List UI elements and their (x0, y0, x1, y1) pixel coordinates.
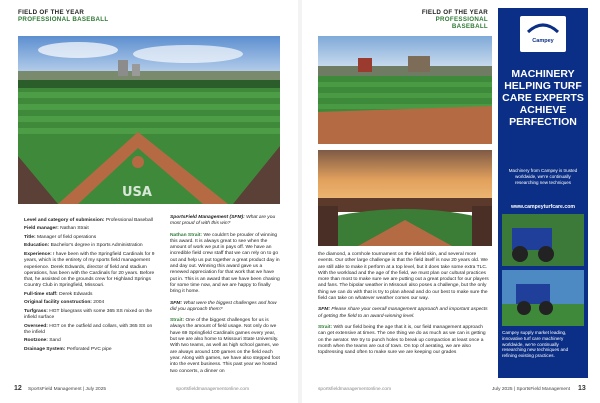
info-label: Title: (24, 234, 36, 240)
info-label: Turfgrass: (24, 308, 48, 314)
info-label: Education: (24, 243, 50, 249)
left-page (0, 0, 298, 403)
page-number: 12 (14, 385, 22, 392)
info-label: Drainage System: (24, 346, 66, 352)
body-paragraph (318, 252, 492, 302)
info-label: Overseed: (24, 323, 48, 329)
ad-machinery-photos (502, 214, 584, 326)
speaker-label: Strait: (318, 324, 333, 330)
paragraph-text: the diamond, a cornhole tournament on the infield skin, and several more events. Our other large challenge is that the field itself is now 20 years old. We are still able to make it perform at a top level, but it does take some extra TLC. With the workload and the age of the field, we must plan our cultural practices more than most to make sure we are putting out a great product for our players and fans. The bipolar weather in Missouri also poses a challenge, but the only thing we can do with that is try to plan ahead and do our best to make sure the field can take on whatever weather comes our way. (318, 252, 489, 302)
info-value: Bachelor's degree in Sports Administration (50, 243, 143, 249)
ad-subtext: Machinery from Campey is trusted worldwide, we're continually researching new techniques (508, 168, 578, 185)
info-value: HGT bluegrass with some 365 SS mixed on the infield surface (24, 308, 153, 321)
paragraph-text: With our field being the age that it is, our field management approach can get extensive at times. The one thing we do as much as we can is getting on the aerator. We try to punch holes to break up compaction at least once a month when the teams are out of town. On top of aerating, we are also topdressing sand often to make sure we are keeping our grades (318, 324, 486, 356)
interview-column-continued (318, 252, 492, 361)
ad-headline: MACHINERY HELPING TURF CARE EXPERTS ACHIEVE PERFECTION (502, 68, 584, 128)
right-page (302, 0, 600, 403)
question-paragraph (318, 307, 492, 320)
ad-body-text: Campey supply market leading, innovative turf care machinery worldwide, we're continually researching new techniques and refining existing practices. (502, 330, 569, 359)
campey-advertisement[interactable] (498, 8, 588, 378)
info-label: Original facility construction: (24, 300, 92, 306)
speaker-label: SFM: (170, 300, 182, 306)
page-number: 13 (578, 385, 586, 392)
info-value: Sand (49, 338, 61, 344)
info-row (24, 252, 157, 290)
info-row (24, 309, 157, 322)
answer-paragraph (318, 325, 492, 356)
speaker-label: Strait: (170, 318, 185, 324)
info-value: 2004 (93, 300, 105, 306)
footer-url: sportsfieldmanagementonline.com (318, 387, 392, 392)
answer-paragraph (170, 233, 282, 296)
info-value: Manager of field operations (36, 234, 97, 240)
info-row (24, 218, 157, 224)
magazine-name: SportsField Management (516, 387, 571, 392)
magazine-name: SportsField Management (28, 387, 82, 392)
section-subtitle: PROFESSIONAL BASEBALL (18, 16, 109, 23)
info-label: Rootzone: (24, 338, 48, 344)
answer-paragraph (170, 318, 282, 375)
info-label: Full-time staff: (24, 291, 58, 297)
stadium-aerial-photo (18, 36, 280, 204)
logo-mark-icon (520, 16, 566, 36)
speaker-label: SportsField Management (SFM): (170, 215, 245, 220)
info-row (24, 324, 157, 337)
info-label: Level and category of submission: (24, 218, 105, 223)
footer-magazine: SportsField Management | July 2025 (28, 387, 107, 392)
section-title: FIELD OF THE YEAR (18, 9, 85, 16)
campey-logo (520, 16, 566, 52)
info-value: Derek Edwards (59, 291, 93, 297)
info-row (24, 243, 157, 249)
speaker-label: SFM: (318, 307, 330, 313)
info-value: HGT on the outfield and collars, with 365 SS on the infield (24, 323, 153, 335)
footer-url: sportsfieldmanagementonline.com (176, 387, 250, 392)
right-page-header (418, 9, 488, 30)
info-row (24, 235, 157, 241)
brand-name: Campey (532, 38, 554, 44)
paragraph-text: We couldn't be prouder of winning this award. It is always great to see when the amount of work we put in pays off. We have an incredible field crew staff that we can rely on to go out and help us put together a great product day in and day out. Winning this award gave us a renewed appreciation for that work that we have put in. This is an award that we have been chasing for some time now, and we are happy to finally bring it home. (170, 232, 280, 295)
info-value: Nathan Strait (60, 226, 89, 232)
ad-website-link[interactable]: www.campeyturfcare.com (510, 204, 576, 210)
info-row (24, 226, 157, 232)
info-row (24, 300, 157, 306)
issue-date: July 2025 (85, 387, 107, 392)
info-row (24, 292, 157, 298)
section-subtitle: PROFESSIONAL BASEBALL (435, 16, 488, 30)
speaker-label: Nathan Strait: (170, 232, 203, 238)
section-title: FIELD OF THE YEAR (421, 9, 488, 16)
paragraph-text: Please share your overall management approach and important aspects of getting the field to an award-winning level. (318, 307, 488, 319)
interview-column (170, 215, 282, 380)
issue-date: July 2025 (492, 387, 513, 392)
info-label: Field manager: (24, 226, 59, 232)
info-label: Experience: (24, 251, 52, 257)
paragraph-text: What were the biggest challenges and how did you approach them? (170, 300, 277, 312)
info-value: I have been with the Springfield Cardinals for 9 years, which is the entirety of my sports field management experience. Derek Edwards, director of field and stadium operations, has been with the Cardinals for 20 years. Before that, he assisted on the grounds crew for Highland Springs Country Club in Springfield, Missouri. (24, 251, 155, 289)
svg-text:USA: USA (122, 185, 152, 200)
stadium-sunset-photo (318, 150, 492, 246)
info-value: Professional Baseball (105, 218, 153, 223)
stadium-field-photo (318, 36, 492, 144)
paragraph-text: One of the biggest challenges for us is always the amount of field usage. Not only do we have 69 Springfield Cardinals games every year, but we are also home to Missouri State University. With two teams, as well as high school games, we are always around 100 games on the field each year. Along with games, we have also stepped foot into the event business. This past year we hosted two concerts, a dinner on (170, 318, 280, 374)
question-paragraph (170, 301, 282, 314)
left-page-header (18, 9, 108, 23)
info-value: Perforated PVC pipe (66, 346, 112, 352)
footer-magazine: July 2025 | SportsField Management (492, 387, 571, 392)
question-paragraph (170, 215, 282, 228)
info-row (24, 338, 157, 344)
info-row (24, 347, 157, 353)
paragraph-text: What are you most proud of with this win? (170, 215, 276, 227)
field-info-block (24, 218, 157, 355)
